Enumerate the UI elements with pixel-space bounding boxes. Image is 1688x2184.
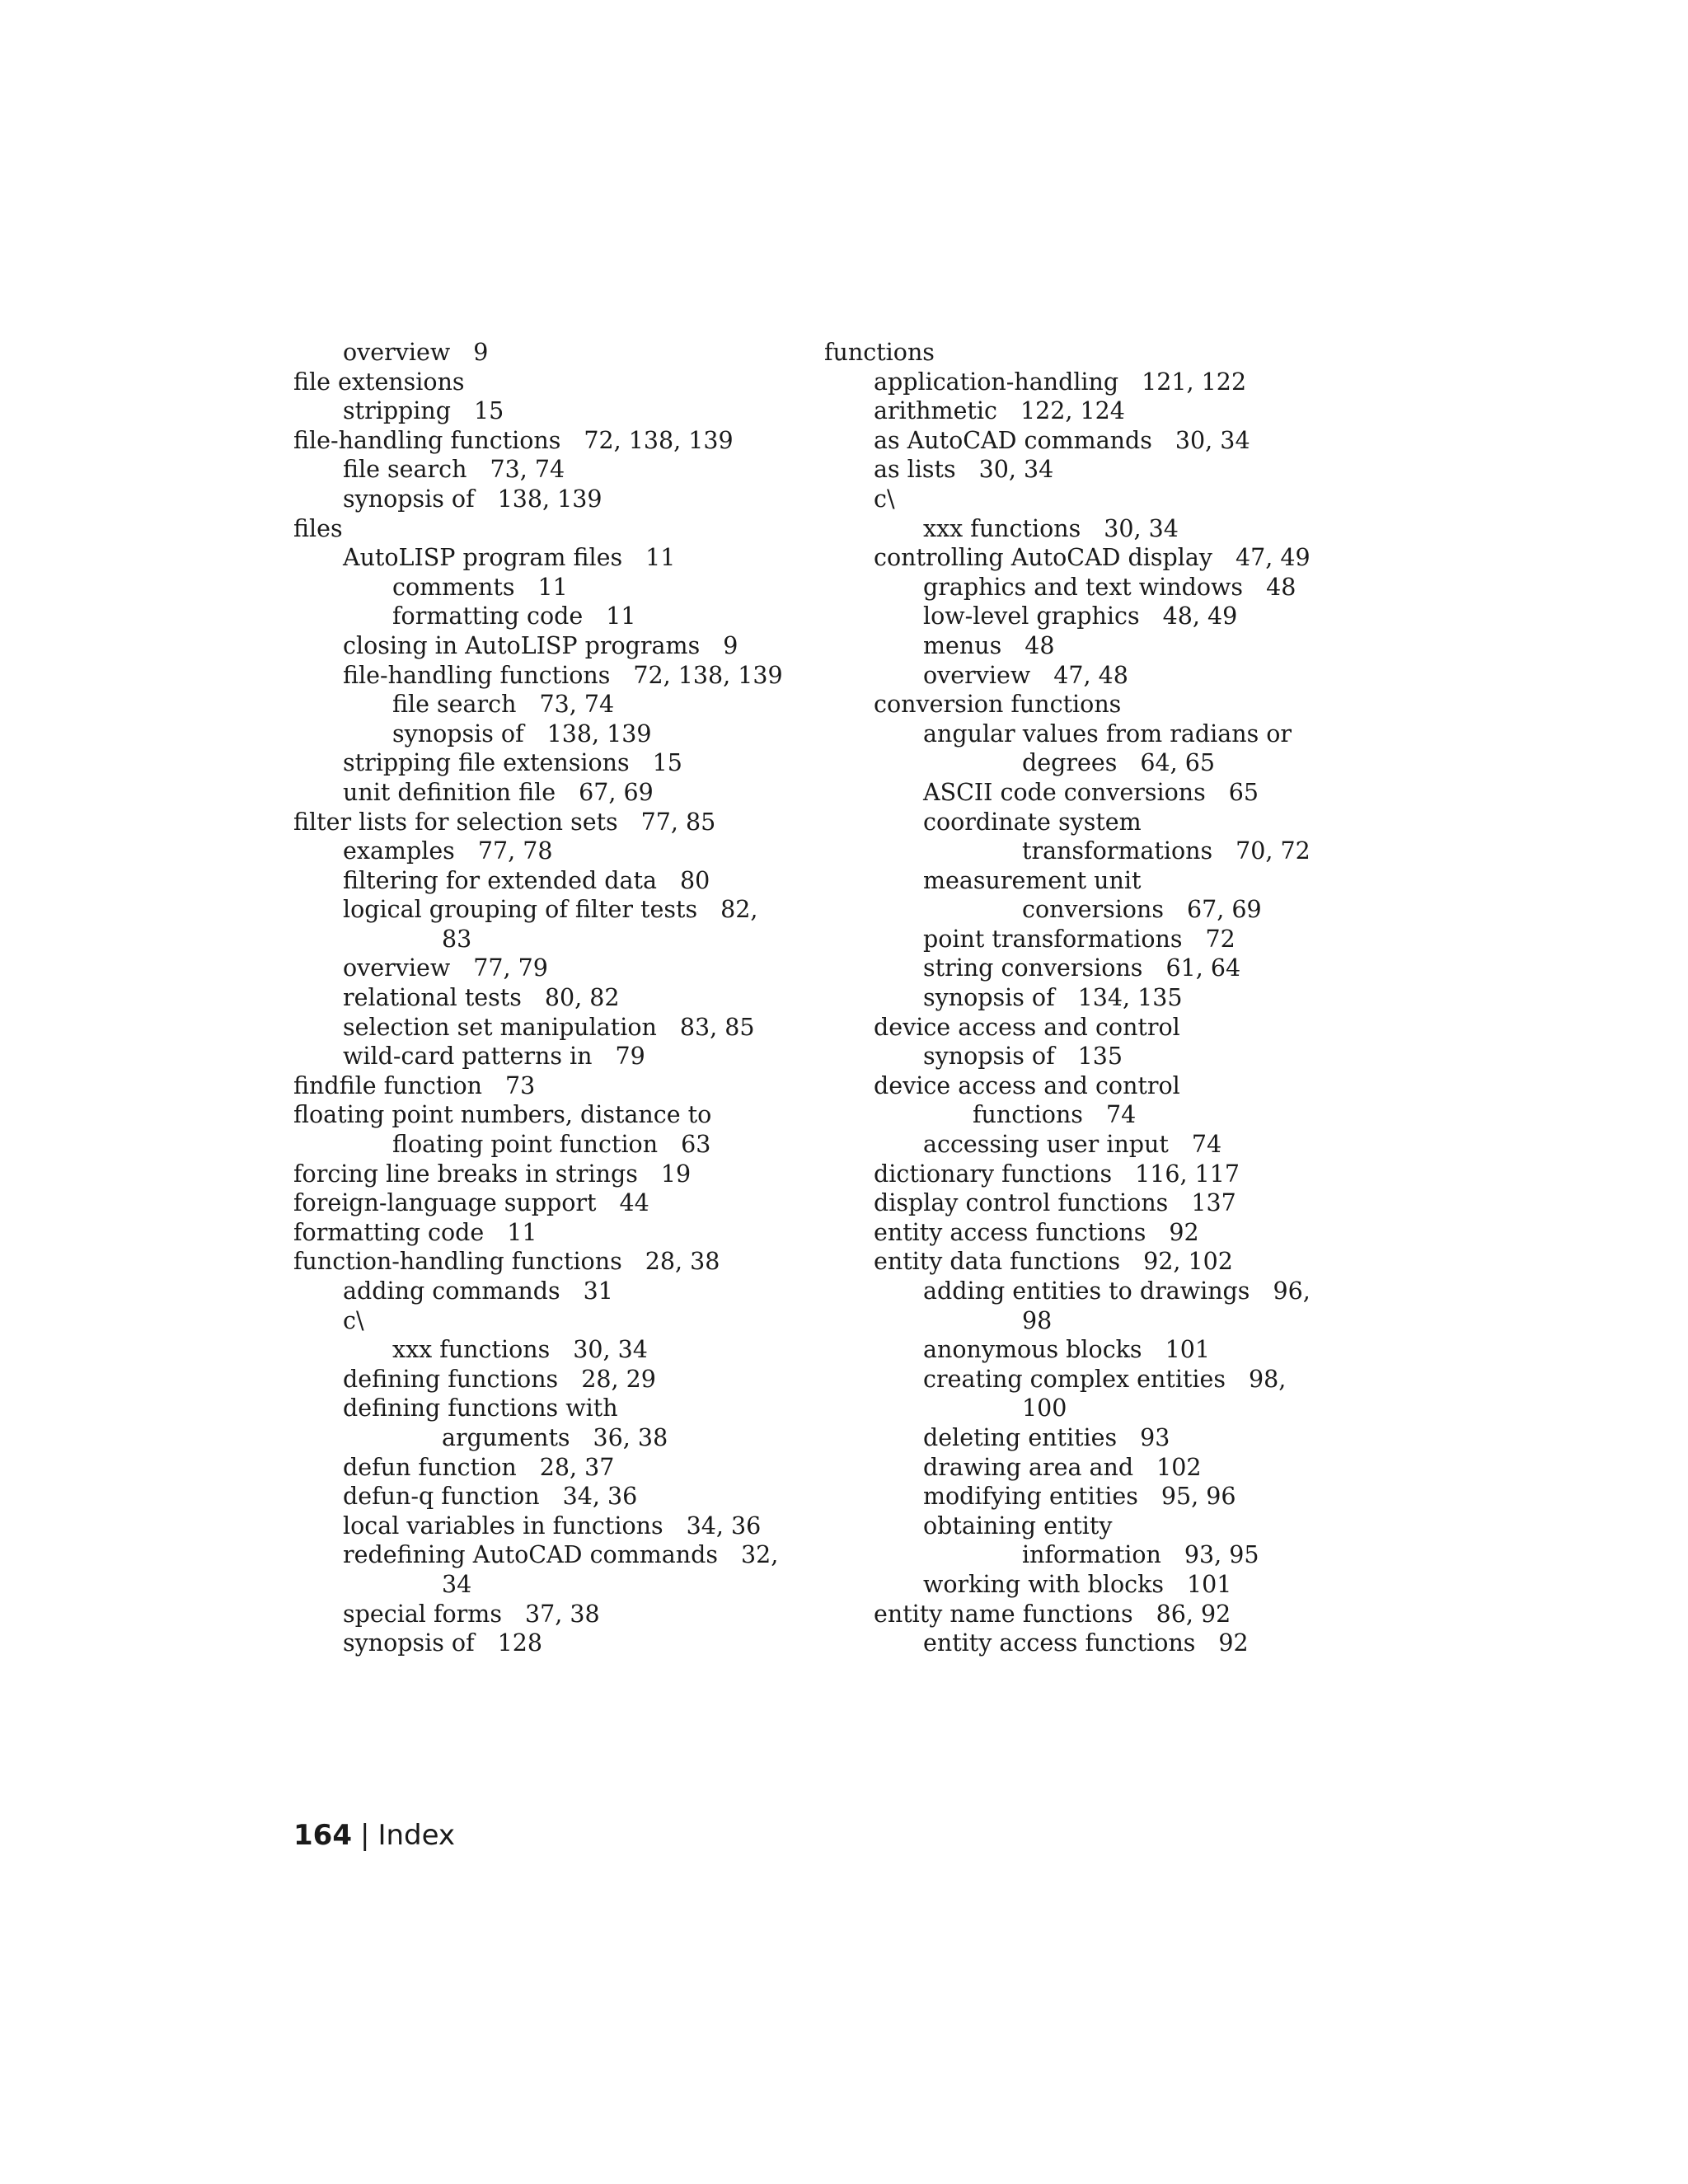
index-term: drawing area and <box>923 1453 1134 1481</box>
index-term: forcing line breaks in strings <box>293 1160 638 1188</box>
index-term: synopsis of <box>343 1629 475 1657</box>
index-page-refs: 73 <box>504 1071 536 1099</box>
index-page-refs: 101 <box>1186 1570 1232 1598</box>
index-term: entity access functions <box>923 1629 1196 1657</box>
index-term: conversions <box>1022 896 1164 924</box>
index-entry <box>824 514 1352 544</box>
index-term: file-handling functions <box>293 426 561 454</box>
index-term: accessing user input <box>923 1131 1169 1159</box>
index-page-refs: 47, 48 <box>1053 661 1128 689</box>
index-term: defining functions with <box>343 1394 618 1422</box>
index-page-refs: 72 <box>1205 925 1236 953</box>
index-entry <box>293 1482 821 1511</box>
index-entry <box>293 485 821 514</box>
index-page-refs: 116, 117 <box>1135 1160 1240 1188</box>
index-term: wild-card patterns in <box>343 1043 593 1071</box>
index-page-refs: 77, 85 <box>640 808 716 836</box>
index-term: file-handling functions <box>343 661 611 689</box>
index-term: functions <box>973 1101 1083 1129</box>
index-term: deleting entities <box>923 1423 1118 1451</box>
index-entry <box>824 1365 1352 1394</box>
index-page-refs: 48 <box>1266 573 1296 601</box>
index-term: controlling AutoCAD display <box>874 544 1212 572</box>
index-term: graphics and text windows <box>923 573 1244 601</box>
index-entry <box>293 1511 821 1541</box>
index-term: findfile function <box>293 1071 482 1099</box>
index-term: 100 <box>1022 1394 1067 1422</box>
footer-separator: | <box>359 1819 370 1852</box>
index-page-refs: 34, 36 <box>562 1483 638 1511</box>
index-term: string conversions <box>923 954 1143 982</box>
index-page-refs: 28, 38 <box>645 1248 720 1276</box>
index-entry <box>824 690 1352 719</box>
index-entry <box>293 1394 821 1423</box>
index-term: functions <box>824 339 935 366</box>
index-page-refs: 30, 34 <box>978 456 1054 484</box>
index-term: menus <box>923 631 1002 659</box>
index-term: formatting code <box>293 1218 485 1246</box>
index-term: application-handling <box>874 368 1119 396</box>
index-term: information <box>1022 1541 1161 1569</box>
index-term: entity data functions <box>874 1248 1121 1276</box>
index-term: point transformations <box>923 925 1183 953</box>
index-term: xxx functions <box>392 1336 551 1364</box>
index-page-refs: 32, <box>740 1541 779 1569</box>
index-entry <box>824 983 1352 1013</box>
index-page-refs: 15 <box>652 749 682 777</box>
index-term: degrees <box>1022 749 1118 777</box>
index-page-refs: 82, <box>720 896 758 924</box>
index-term: measurement unit <box>923 866 1142 894</box>
index-entry <box>824 661 1352 691</box>
index-entry <box>293 573 821 602</box>
index-page-refs: 102 <box>1156 1453 1202 1481</box>
index-entry <box>293 1277 821 1306</box>
index-entry <box>824 1071 1352 1101</box>
index-entry <box>824 1570 1352 1600</box>
index-page-refs: 63 <box>681 1131 711 1159</box>
index-entry <box>293 954 821 983</box>
index-entry <box>293 1247 821 1277</box>
index-page-refs: 67, 69 <box>1186 896 1262 924</box>
index-entry <box>824 396 1352 426</box>
index-term: file extensions <box>293 368 465 396</box>
index-entry <box>293 1188 821 1218</box>
index-page-refs: 64, 65 <box>1140 749 1215 777</box>
index-page-refs: 47, 49 <box>1236 544 1311 572</box>
index-term: entity access functions <box>874 1218 1146 1246</box>
index-entry <box>293 661 821 691</box>
index-page-refs: 95, 96 <box>1160 1483 1236 1511</box>
index-term: relational tests <box>343 984 522 1012</box>
index-column-left <box>293 338 821 1658</box>
index-term: special forms <box>343 1600 502 1628</box>
index-page-refs: 80 <box>679 866 710 894</box>
index-term: xxx functions <box>923 514 1081 542</box>
index-term: file search <box>392 691 517 719</box>
index-term: filter lists for selection sets <box>293 808 618 836</box>
index-page-refs: 48 <box>1025 631 1055 659</box>
index-entry <box>293 1013 821 1043</box>
index-entry <box>293 1335 821 1365</box>
index-entry <box>293 1629 821 1658</box>
index-page-refs: 79 <box>615 1043 645 1071</box>
index-entry <box>824 426 1352 456</box>
index-page-refs: 74 <box>1105 1101 1137 1129</box>
page-number: 164 <box>293 1819 352 1852</box>
index-page-refs: 67, 69 <box>579 778 654 806</box>
index-page-refs: 73, 74 <box>539 691 615 719</box>
index-entry <box>824 1247 1352 1277</box>
index-term: logical grouping of filter tests <box>343 896 698 924</box>
index-term: synopsis of <box>343 485 475 513</box>
index-term: filtering for extended data <box>343 866 657 894</box>
index-term: transformations <box>1022 837 1213 865</box>
index-page-refs: 73, 74 <box>490 456 565 484</box>
index-term: defun function <box>343 1453 517 1481</box>
index-entry <box>293 837 821 866</box>
index-page-refs: 30, 34 <box>1104 514 1179 542</box>
index-term: c\ <box>343 1306 364 1334</box>
index-page-refs: 92 <box>1218 1629 1249 1657</box>
index-entry <box>824 1013 1352 1043</box>
index-page-refs: 92, 102 <box>1143 1248 1233 1276</box>
index-page-refs: 15 <box>474 397 504 425</box>
index-entry <box>824 1100 1352 1130</box>
index-entry <box>293 426 821 456</box>
index-term: comments <box>392 573 515 601</box>
index-entry <box>824 895 1352 925</box>
index-entry <box>824 1453 1352 1483</box>
index-page-refs: 83, 85 <box>679 1013 755 1041</box>
index-page-refs: 80, 82 <box>544 984 620 1012</box>
index-entry <box>824 631 1352 661</box>
index-term: entity name functions <box>874 1600 1133 1628</box>
index-page-refs: 77, 79 <box>473 954 548 982</box>
index-page-refs: 11 <box>507 1218 537 1246</box>
index-entry <box>293 1218 821 1248</box>
index-page-refs: 101 <box>1165 1336 1210 1364</box>
index-entry <box>293 778 821 808</box>
index-term: synopsis of <box>392 719 524 748</box>
index-entry <box>824 1335 1352 1365</box>
index-entry <box>293 396 821 426</box>
index-page-refs: 92 <box>1169 1218 1199 1246</box>
index-term: as lists <box>874 456 956 484</box>
index-page-refs: 128 <box>497 1629 543 1657</box>
index-page-refs: 36, 38 <box>593 1423 668 1451</box>
index-term: floating point function <box>392 1131 659 1159</box>
index-entry <box>824 866 1352 896</box>
index-entry <box>824 1629 1352 1658</box>
index-term: redefining AutoCAD commands <box>343 1541 718 1569</box>
index-term: arithmetic <box>874 397 997 425</box>
index-entry <box>824 1482 1352 1511</box>
index-term: file search <box>343 456 467 484</box>
index-entry <box>293 808 821 837</box>
index-entry <box>824 925 1352 954</box>
index-entry <box>293 1130 821 1160</box>
index-term: synopsis of <box>923 1043 1055 1071</box>
index-term: local variables in functions <box>343 1511 663 1540</box>
index-entry <box>824 338 1352 368</box>
index-entry <box>293 866 821 896</box>
index-entry <box>293 1042 821 1071</box>
index-page-refs: 19 <box>660 1160 692 1188</box>
index-term: formatting code <box>392 602 584 630</box>
index-term: overview <box>923 661 1031 689</box>
index-term: anonymous blocks <box>923 1336 1142 1364</box>
index-entry <box>824 837 1352 866</box>
index-page-refs: 11 <box>537 573 568 601</box>
index-entry <box>824 808 1352 837</box>
index-entry <box>824 954 1352 983</box>
index-entry <box>824 748 1352 778</box>
index-term: examples <box>343 837 455 865</box>
index-entry <box>293 1570 821 1600</box>
index-term: files <box>293 514 343 542</box>
index-entry <box>824 1540 1352 1570</box>
index-entry <box>824 1042 1352 1071</box>
index-page-refs: 37, 38 <box>524 1600 600 1628</box>
index-entry <box>824 1160 1352 1189</box>
index-term: selection set manipulation <box>343 1013 657 1041</box>
index-entry <box>293 1540 821 1570</box>
index-page-refs: 138, 139 <box>497 485 603 513</box>
index-term: unit definition file <box>343 778 556 806</box>
index-page-refs: 93, 95 <box>1184 1541 1259 1569</box>
index-entry <box>293 925 821 954</box>
index-term: overview <box>343 339 451 366</box>
index-term: overview <box>343 954 451 982</box>
index-page-refs: 98, <box>1249 1365 1287 1393</box>
index-term: as AutoCAD commands <box>874 426 1152 454</box>
index-term: function-handling functions <box>293 1248 622 1276</box>
index-entry <box>824 778 1352 808</box>
index-page-refs: 28, 37 <box>539 1453 615 1481</box>
index-entry <box>293 455 821 485</box>
index-entry <box>293 1160 821 1189</box>
index-term: coordinate system <box>923 808 1142 836</box>
index-page-refs: 34, 36 <box>686 1511 762 1540</box>
index-entry <box>824 455 1352 485</box>
index-page-refs: 134, 135 <box>1077 984 1183 1012</box>
index-entry <box>293 1453 821 1483</box>
section-title: Index <box>377 1819 456 1852</box>
index-page-refs: 70, 72 <box>1236 837 1311 865</box>
index-term: synopsis of <box>923 984 1055 1012</box>
index-term: foreign-language support <box>293 1189 597 1217</box>
index-entry <box>293 631 821 661</box>
index-term: angular values from radians or <box>923 719 1292 748</box>
index-entry <box>293 1600 821 1629</box>
index-term: working with blocks <box>923 1570 1164 1598</box>
index-page-refs: 72, 138, 139 <box>584 426 734 454</box>
index-entry <box>824 1218 1352 1248</box>
index-entry <box>824 1600 1352 1629</box>
index-entry <box>293 719 821 749</box>
index-term: 34 <box>442 1570 472 1598</box>
index-entry <box>293 338 821 368</box>
index-term: obtaining entity <box>923 1511 1113 1540</box>
index-page-refs: 135 <box>1077 1043 1123 1071</box>
index-entry <box>824 602 1352 631</box>
index-entry <box>293 368 821 397</box>
index-page-refs: 31 <box>583 1277 613 1305</box>
index-entry <box>824 1423 1352 1453</box>
index-page-refs: 28, 29 <box>581 1365 656 1393</box>
index-page-refs: 138, 139 <box>546 719 652 748</box>
index-term: arguments <box>442 1423 570 1451</box>
index-term: adding commands <box>343 1277 560 1305</box>
index-page-refs: 11 <box>645 544 676 572</box>
index-entry <box>824 1394 1352 1423</box>
index-page-refs: 65 <box>1228 778 1259 806</box>
index-page-refs: 72, 138, 139 <box>633 661 783 689</box>
index-entry <box>293 1071 821 1101</box>
index-term: dictionary functions <box>874 1160 1113 1188</box>
index-entry <box>293 1306 821 1336</box>
index-term: conversion functions <box>874 691 1122 719</box>
index-entry <box>293 602 821 631</box>
index-column-right <box>824 338 1352 1658</box>
index-entry <box>293 1365 821 1394</box>
index-term: c\ <box>874 485 895 513</box>
index-entry <box>824 1511 1352 1541</box>
index-entry <box>824 485 1352 514</box>
index-entry <box>293 514 821 544</box>
index-term: creating complex entities <box>923 1365 1226 1393</box>
index-entry <box>824 1130 1352 1160</box>
index-page-refs: 9 <box>723 631 738 659</box>
index-page-refs: 96, <box>1273 1277 1311 1305</box>
index-page-refs: 86, 92 <box>1156 1600 1231 1628</box>
index-term: low-level graphics <box>923 602 1140 630</box>
index-term: closing in AutoLISP programs <box>343 631 701 659</box>
index-term: 83 <box>442 925 472 953</box>
index-page-refs: 61, 64 <box>1165 954 1241 982</box>
index-entry <box>824 1306 1352 1336</box>
index-term: adding entities to drawings <box>923 1277 1250 1305</box>
index-page-refs: 93 <box>1140 1423 1170 1451</box>
index-entry <box>824 368 1352 397</box>
index-entry <box>293 983 821 1013</box>
index-entry <box>293 543 821 573</box>
index-entry <box>824 1188 1352 1218</box>
index-page-refs: 44 <box>619 1189 649 1217</box>
index-page-refs: 30, 34 <box>573 1336 648 1364</box>
index-term: stripping file extensions <box>343 749 630 777</box>
index-entry <box>293 748 821 778</box>
index-entry <box>293 690 821 719</box>
index-entry <box>293 1100 821 1130</box>
index-entry <box>824 719 1352 749</box>
index-term: stripping <box>343 397 452 425</box>
index-page-refs: 77, 78 <box>477 837 553 865</box>
index-term: display control functions <box>874 1189 1169 1217</box>
index-entry <box>824 573 1352 602</box>
index-term: AutoLISP program files <box>343 544 623 572</box>
index-page-refs: 9 <box>473 339 489 366</box>
index-entry <box>293 1423 821 1453</box>
index-entry <box>293 895 821 925</box>
index-term: 98 <box>1022 1306 1053 1334</box>
index-page-refs: 11 <box>606 602 636 630</box>
index-term: device access and control <box>874 1013 1180 1041</box>
index-page-refs: 30, 34 <box>1175 426 1250 454</box>
index-page-refs: 48, 49 <box>1162 602 1238 630</box>
index-term: defining functions <box>343 1365 559 1393</box>
page-footer <box>293 1819 455 1852</box>
index-term: floating point numbers, distance to <box>293 1101 712 1129</box>
index-term: modifying entities <box>923 1483 1138 1511</box>
index-term: device access and control <box>874 1071 1180 1099</box>
index-page-refs: 74 <box>1191 1131 1222 1159</box>
index-page-refs: 122, 124 <box>1020 397 1125 425</box>
index-entry <box>824 1277 1352 1306</box>
index-page-refs: 121, 122 <box>1142 368 1247 396</box>
index-term: ASCII code conversions <box>923 778 1206 806</box>
index-page-refs: 137 <box>1191 1189 1236 1217</box>
index-entry <box>824 543 1352 573</box>
index-term: defun-q function <box>343 1483 540 1511</box>
